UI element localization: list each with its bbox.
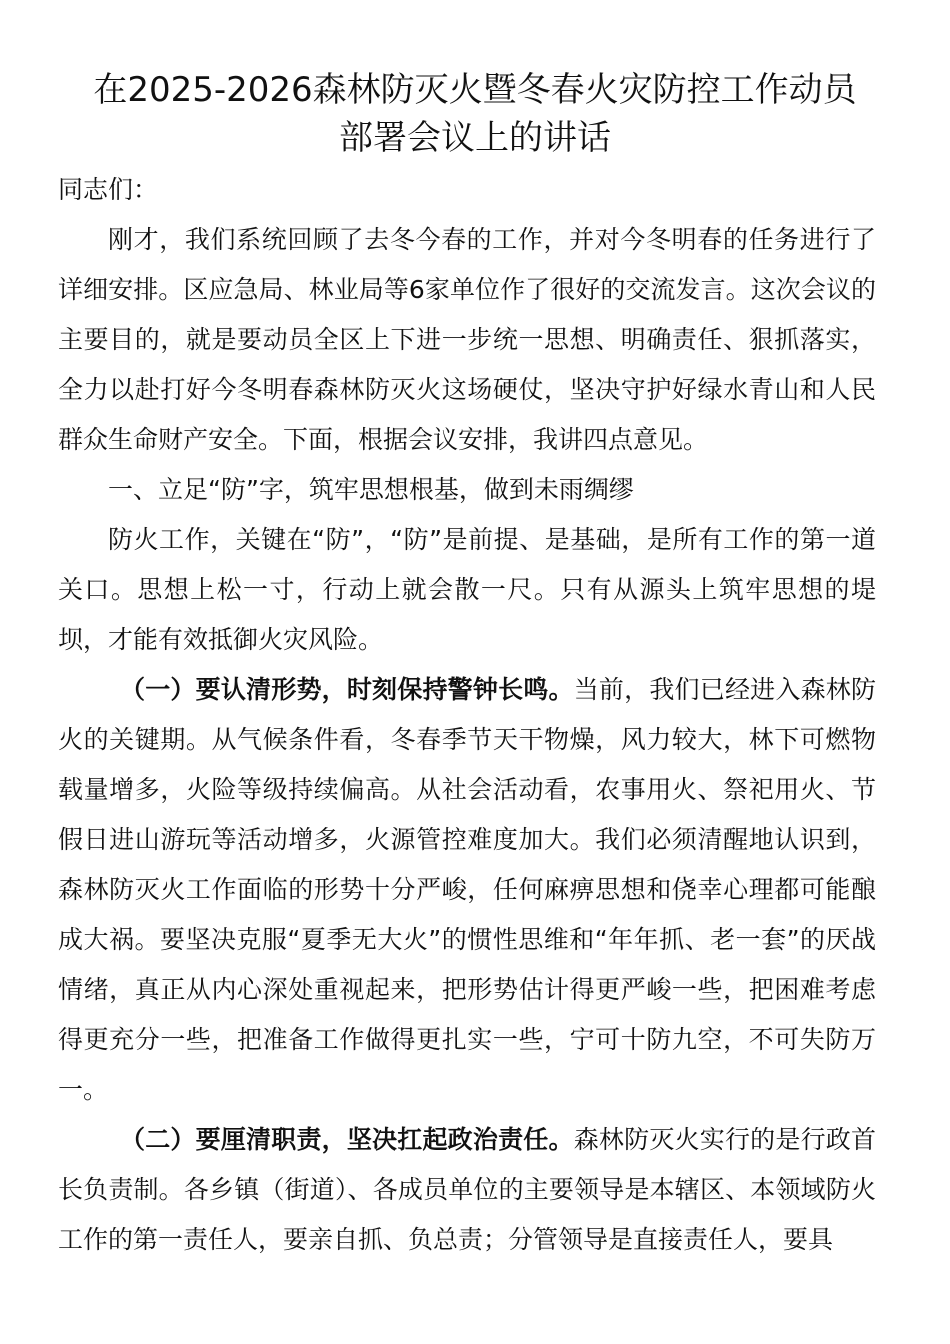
paragraph-text: 当前，我们已经进入森林防火的关键期。从气候条件看，冬春季节天干物燥，风力较大，林下可燃物载量增多，火险等级持续偏高。从社会活动看，农事用火、祭祀用火、节假日进山游玩等活动增多，火源管控难度加大。我们必须清醒地认识到，森林防灭火工作面临的形势十分严峻，任何麻痹思想和侥幸心理都可能酿成大祸。要坚决克服“夏季无大火”的惯性思维和“年年抓、老一套”的厌战情绪，真正从内心深处重视起来，把形势估计得更严峻一些，把困难考虑得更充分一些，把准备工作做得更扎实一些，宁可十防九空，不可失防万一。 <box>58 675 876 1104</box>
paragraph-prevention: 防火工作，关键在“防”，“防”是前提、是基础，是所有工作的第一道关口。思想上松一寸，行动上就会散一尺。只有从源头上筑牢思想的堤坝，才能有效抵御火灾风险。 <box>58 525 876 654</box>
paragraph-text: 森林防灭火实行的是行政首长负责制。各乡镇（街道）、各成员单位的主要领导是本辖区、本领域防火工作的第一责任人，要亲自抓、负总责；分管领导是直接责任人，要具 <box>58 1125 876 1254</box>
section-heading-1: 一、立足“防”字，筑牢思想根基，做到未雨绸缪 <box>108 475 634 504</box>
title-line-2: 部署会议上的讲话 <box>339 118 611 158</box>
title-line-1: 在2025-2026森林防灭火暨冬春火灾防控工作动员 <box>93 70 857 110</box>
paragraph-intro: 刚才，我们系统回顾了去冬今春的工作，并对今冬明春的任务进行了详细安排。区应急局、林业局等6家单位作了很好的交流发言。这次会议的主要目的，就是要动员全区上下进一步统一思想、明确责任、狠抓落实，全力以赴打好今冬明春森林防灭火这场硬仗，坚决守护好绿水青山和人民群众生命财产安全。下面，根据会议安排，我讲四点意见。 <box>58 225 876 454</box>
paragraph-responsibility <box>58 1115 876 1265</box>
paragraph-situation <box>58 665 876 1115</box>
subheading-1: （一）要认清形势，时刻保持警钟长鸣。 <box>120 675 574 704</box>
subheading-2: （二）要厘清职责，坚决扛起政治责任。 <box>120 1125 574 1154</box>
document-title <box>40 66 910 162</box>
salutation: 同志们： <box>58 175 159 204</box>
document-body <box>58 165 876 1265</box>
